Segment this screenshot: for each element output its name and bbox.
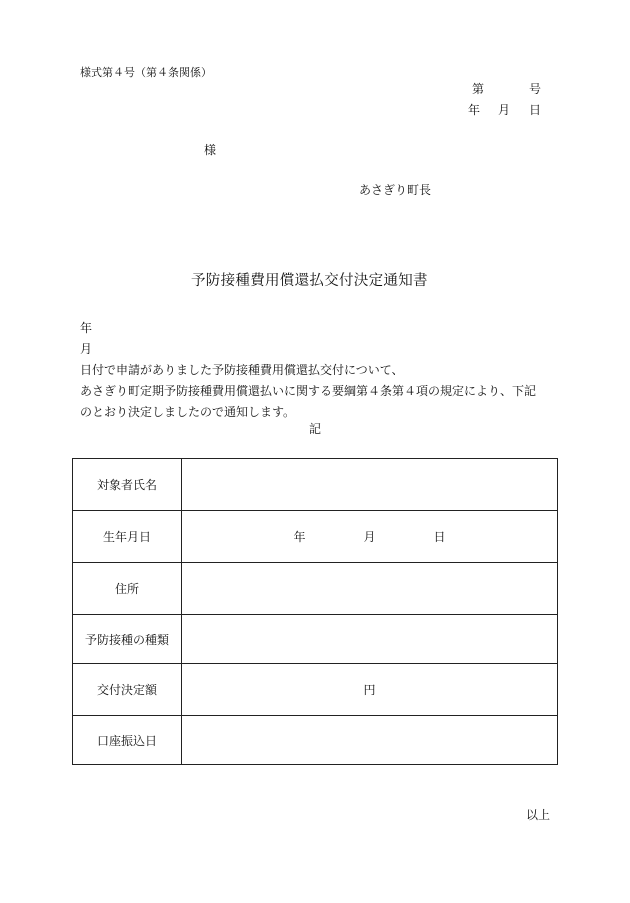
row-grant-amount (73, 664, 558, 716)
value-subject-name[interactable] (182, 459, 558, 511)
closing: 以上 (526, 808, 551, 822)
body-month: 月 (80, 342, 93, 356)
body-line-1 (80, 318, 560, 381)
body-line-2: あさぎり町定期予防接種費用償還払いに関する要綱第４条第４項の規定により、下記 (80, 384, 537, 398)
date-day: 日 (529, 103, 542, 117)
issuer: あさぎり町長 (359, 183, 432, 197)
row-transfer-date (73, 716, 558, 765)
body-year: 年 (80, 321, 93, 335)
date-year: 年 (468, 103, 481, 117)
label-vaccine-type: 予防接種の種類 (73, 615, 182, 664)
row-address (73, 563, 558, 615)
body-line-1-text: 日付で申請がありました予防接種費用償還払交付について、 (80, 363, 404, 377)
value-vaccine-type[interactable] (182, 615, 558, 664)
recipient-honorific: 様 (204, 143, 217, 157)
form-code: 様式第４号（第４条関係） (80, 66, 212, 79)
label-birth-date: 生年月日 (73, 511, 182, 563)
number-prefix: 第 (472, 82, 485, 96)
number-suffix: 号 (529, 82, 542, 96)
ki-heading: 記 (309, 422, 322, 436)
birth-month: 月 (363, 530, 376, 544)
body-line-3: のとおり決定しましたので通知します。 (80, 405, 296, 419)
document-title: 予防接種費用償還払交付決定通知書 (191, 273, 428, 289)
label-grant-amount: 交付決定額 (73, 664, 182, 716)
label-subject-name: 対象者氏名 (73, 459, 182, 511)
row-vaccine-type (73, 615, 558, 664)
value-address[interactable] (182, 563, 558, 615)
birth-day: 日 (433, 530, 446, 544)
value-birth-date[interactable] (182, 511, 558, 563)
birth-date-parts (182, 528, 557, 545)
row-subject-name (73, 459, 558, 511)
record-table (72, 458, 558, 765)
label-transfer-date: 口座振込日 (73, 716, 182, 765)
value-grant-amount[interactable]: 円 (182, 664, 558, 716)
body-paragraph (80, 318, 560, 423)
row-birth-date (73, 511, 558, 563)
date-month: 月 (498, 103, 511, 117)
label-address: 住所 (73, 563, 182, 615)
value-transfer-date[interactable] (182, 716, 558, 765)
birth-year: 年 (293, 530, 306, 544)
